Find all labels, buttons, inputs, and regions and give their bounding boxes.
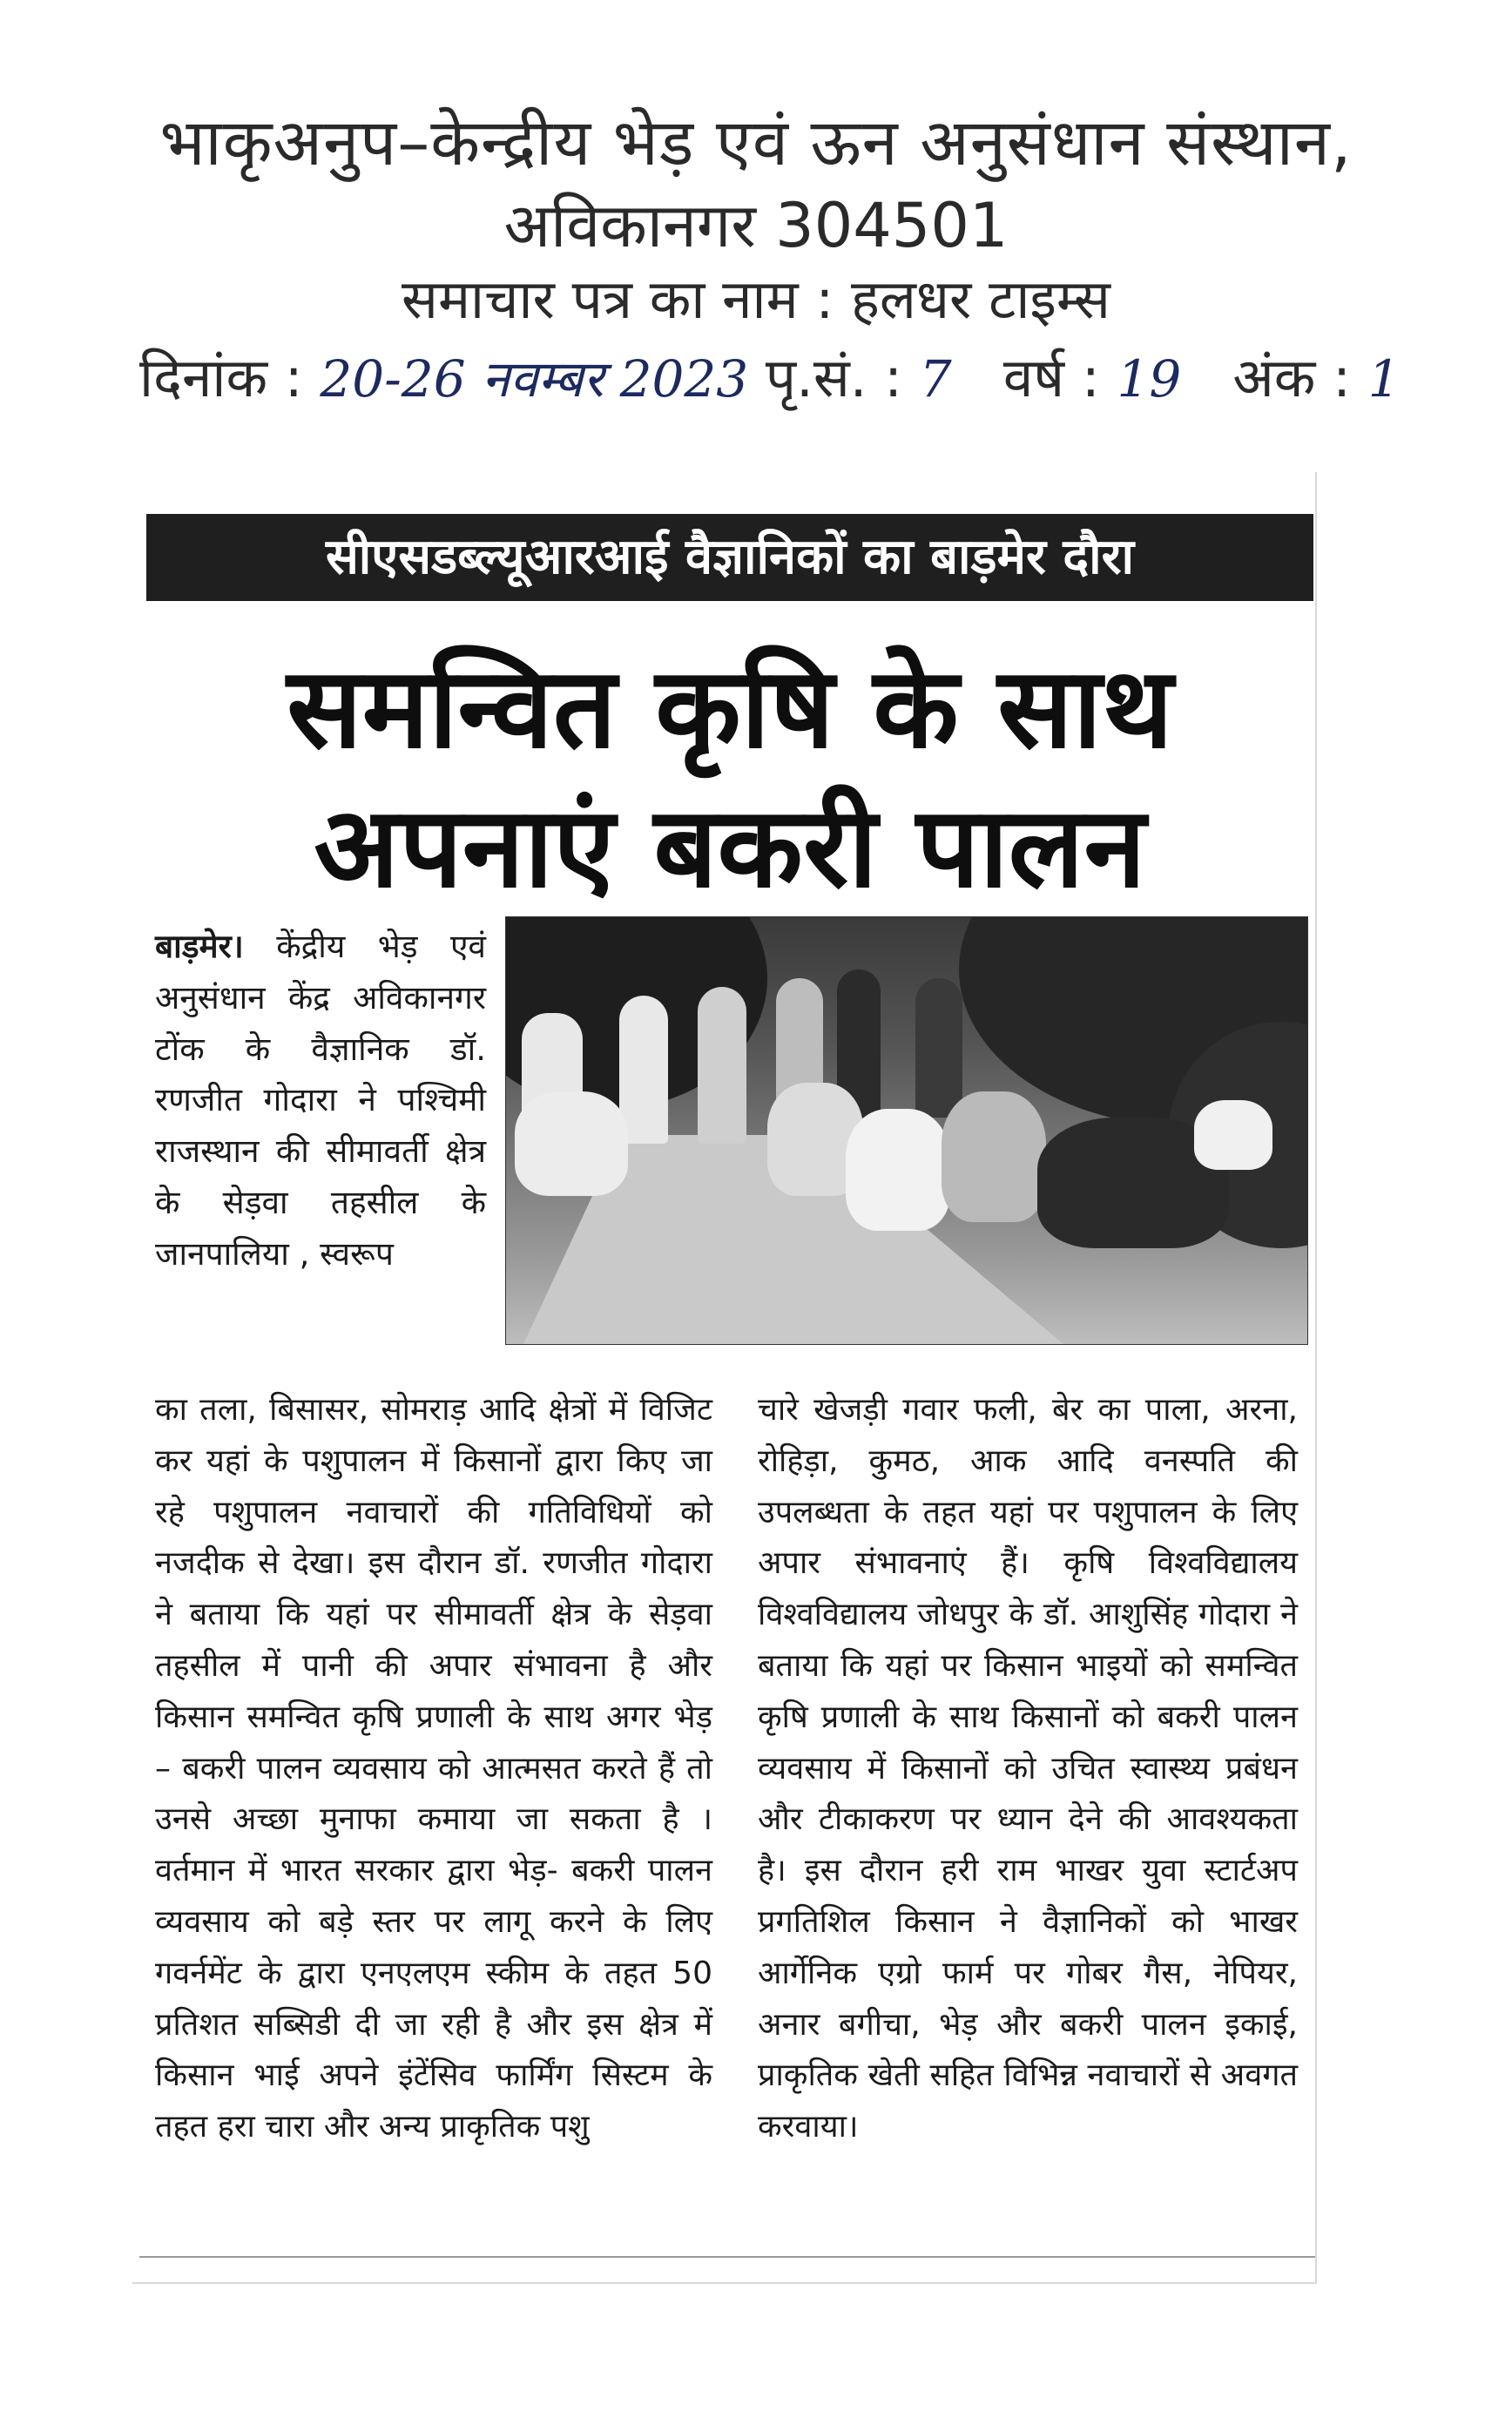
article-photo (505, 916, 1308, 1345)
newspaper-name: समाचार पत्र का नाम : हलधर टाइम्स (402, 267, 1110, 331)
institute-address: अविकानगर 304501 (503, 190, 1009, 261)
headline-line-2: अपनाएं बकरी पालन (314, 783, 1146, 913)
year-value: 19 (1117, 349, 1182, 409)
issue-label: अंक : (1232, 346, 1351, 409)
photo-goat (846, 1109, 950, 1231)
page-label: पृ.सं. : (765, 346, 903, 409)
photo-goat (1194, 1100, 1272, 1170)
issue-value: 1 (1367, 349, 1401, 409)
photo-person (915, 978, 962, 1118)
page-value: 7 (919, 349, 952, 409)
year-label: वर्ष : (1002, 346, 1100, 409)
article-column-2: चारे खेजड़ी गवार फली, बेर का पाला, अरना, रोहिड़ा, कुमठ, आक आदि वनस्पति की उपलब्धता के तहत यहां पर पशुपालन के लिए अपार संभावनाएं हैं। कृषि विश्वविद्यालय विश्वविद्यालय जोधपुर के डॉ. आशुसिंह गोदारा ने बताया कि यहां पर किसान भाइयों को समन्वित कृषि प्रणाली के साथ किसानों को बकरी पालन व्यवसाय में किसानों को उचित स्वास्थ्य प्रबंधन और टीकाकरण पर ध्यान देने की आवश्यकता है। इस दौरान हरी राम भाखर युवा स्टार्टअप प्रगतिशिल किसान ने वैज्ञानिकों को भाखर आर्गेनिक एग्रो फार्म पर गोबर गैस, नेपियर, अनार बगीचा, भेड़ और बकरी पालन इकाई, प्राकृतिक खेती सहित विभिन्न नवाचारों से अवगत करवाया। (758, 1392, 1298, 2145)
article-kicker: सीएसडब्ल्यूआरआई वैज्ञानिकों का बाड़मेर दौरा (146, 514, 1313, 601)
photo-goat (515, 1091, 628, 1196)
institute-name: भाकृअनुप–केन्द्रीय भेड़ एवं ऊन अनुसंधान संस्थान, (159, 105, 1353, 180)
article-column-1: का तला, बिसासर, सोमराड़ आदि क्षेत्रों में विजिट कर यहां के पशुपालन में किसानों द्वारा किए जा रहे पशुपालन नवाचारों की गतिविधियों को नजदीक से देखा। इस दौरान डॉ. रणजीत गोदारा ने बताया कि यहां पर सीमावर्ती क्षेत्र के सेड़वा तहसील में पानी की अपार संभावना है और किसान समन्वित कृषि प्रणाली के साथ अगर भेड़ – बकरी पालन व्यवसाय को आत्मसत करते हैं तो उनसे अच्छा मुनाफा कमाया जा सकता है । वर्तमान में भारत सरकार द्वारा भेड़- बकरी पालन व्यवसाय को बड़े स्तर पर लागू करने के लिए गवर्नमेंट के द्वारा एनएलएम स्कीम के तहत 50 प्रतिशत सब्सिडी दी जा रही है और इस क्षेत्र में किसान भाई अपने इंटेंसिव फार्मिंग सिस्टम के तहत हरा चारा और अन्य प्राकृतिक पशु (155, 1392, 712, 2145)
photo-person (698, 987, 746, 1144)
date-value: 20-26 नवम्बर 2023 (320, 349, 749, 409)
article-intro (155, 922, 486, 1280)
dateline: बाड़मेर। (155, 928, 244, 965)
photo-goat (942, 1091, 1046, 1222)
photo-person (619, 996, 668, 1144)
date-page-line (139, 340, 1401, 413)
clipping-bottom-rule (139, 2256, 1315, 2258)
headline-line-1: समन्वित कृषि के साथ (287, 644, 1173, 774)
intro-text: केंद्रीय भेड़ एवं अनुसंधान केंद्र अविकानगर टोंक के वैज्ञानिक डॉ. रणजीत गोदारा ने पश्चिमी राजस्थान की सीमावर्ती क्षेत्र के सेड़वा तहसील के जानपालिया , स्वरूप (155, 928, 486, 1273)
date-label: दिनांक : (139, 346, 303, 409)
